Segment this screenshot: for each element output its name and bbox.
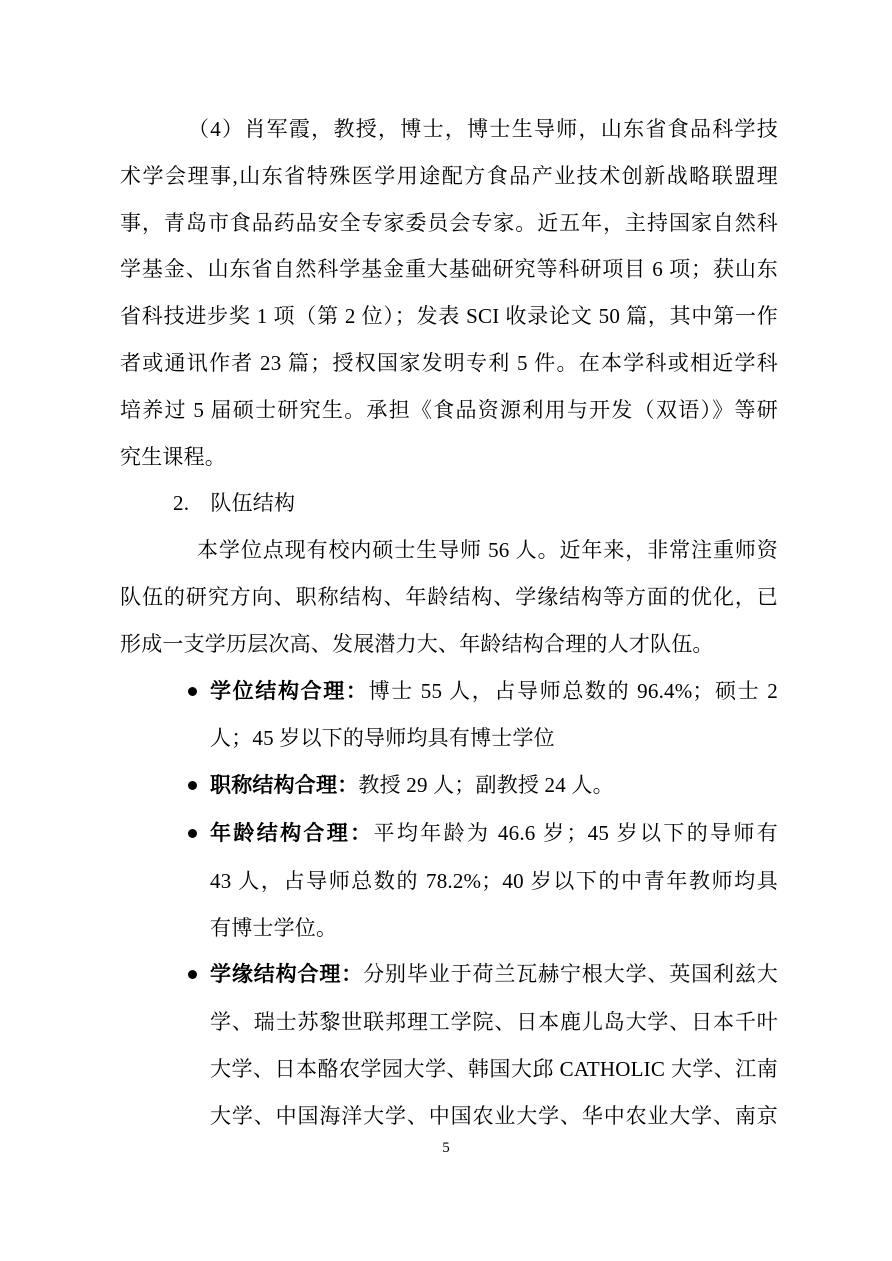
text-line — [210, 951, 778, 999]
text-line — [210, 668, 778, 716]
text-line — [210, 810, 778, 858]
bullet-label: 学位结构合理： — [210, 679, 369, 703]
text-line: 培养过 5 届硕士研究生。承担《食品资源利用与开发（双语）》等研 — [120, 397, 778, 422]
bullet-icon — [188, 829, 197, 838]
text-line: 有博士学位。 — [210, 915, 338, 940]
bullet-text: 分别毕业于荷兰瓦赫宁根大学、英国利兹大 — [363, 962, 778, 987]
bullet-label: 学缘结构合理： — [210, 963, 364, 987]
text-line: 队伍的研究方向、职称结构、年龄结构、学缘结构等方面的优化，已 — [120, 584, 778, 609]
text-line: 学基金、山东省自然科学基金重大基础研究等科研项目 6 项；获山东 — [120, 257, 778, 282]
list-item — [120, 951, 778, 1139]
page-body — [120, 106, 778, 1140]
text-line: 本学位点现有校内硕士生导师 56 人。近年来，非常注重师资 — [197, 538, 778, 563]
bullet-icon — [188, 687, 197, 696]
text-line: 大学、日本酪农学园大学、韩国大邱 CATHOLIC 大学、江南 — [210, 1056, 778, 1081]
bullet-label: 年龄结构合理： — [210, 821, 374, 845]
bullet-icon — [188, 970, 197, 979]
bio-paragraph — [120, 106, 778, 480]
text-line: 究生课程。 — [120, 444, 226, 469]
bullet-text: 博士 55 人，占导师总数的 96.4%；硕士 2 — [368, 678, 778, 703]
text-line: 事，青岛市食品药品安全专家委员会专家。近五年，主持国家自然科 — [120, 210, 778, 235]
team-paragraph — [120, 527, 778, 667]
text-line — [210, 762, 778, 810]
section-heading: 2. 队伍结构 — [173, 491, 296, 516]
text-line: 省科技进步奖 1 项（第 2 位）；发表 SCI 收录论文 50 篇，其中第一作 — [120, 304, 778, 329]
bullet-list — [120, 668, 778, 1140]
text-line: 形成一支学历层次高、发展潜力大、年龄结构合理的人才队伍。 — [120, 631, 714, 656]
list-item — [120, 762, 778, 810]
text-line: 者或通讯作者 23 篇；授权国家发明专利 5 件。在本学科或相近学科 — [120, 350, 778, 375]
bullet-icon — [188, 781, 197, 790]
list-item — [120, 668, 778, 763]
bullet-label: 职称结构合理： — [210, 774, 359, 798]
page-number: 5 — [442, 1140, 450, 1156]
text-line: 大学、中国海洋大学、中国农业大学、华中农业大学、南京 — [210, 1103, 778, 1128]
text-line: （4）肖军霞，教授，博士，博士生导师，山东省食品科学技 — [188, 117, 778, 141]
bullet-text: 教授 29 人；副教授 24 人。 — [358, 773, 614, 798]
text-line: 学、瑞士苏黎世联邦理工学院、日本鹿儿岛大学、日本千叶 — [210, 1010, 778, 1035]
text-line: 术学会理事,山东省特殊医学用途配方食品产业技术创新战略联盟理 — [120, 163, 778, 188]
bullet-text: 平均年龄为 46.6 岁；45 岁以下的导师有 — [373, 820, 778, 845]
list-item — [120, 810, 778, 951]
text-line: 人；45 岁以下的导师均具有博士学位 — [210, 726, 555, 751]
text-line: 43 人，占导师总数的 78.2%；40 岁以下的中青年教师均具 — [210, 868, 778, 893]
